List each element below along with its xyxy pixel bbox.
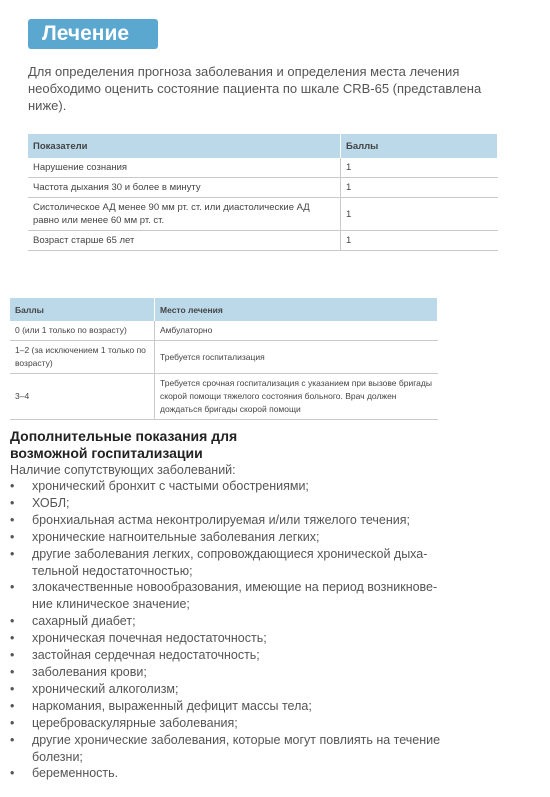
bullet-icon: • (10, 648, 15, 663)
list-item-text: хронический бронхит с частыми обострениями; (32, 479, 309, 493)
list-item-text: хронический алкоголизм; (32, 681, 179, 696)
list-item-text: бронхиальная астма неконтролируемая и/или тяжелого течения; (32, 512, 410, 527)
table-cell: Нарушение сознания (28, 158, 341, 178)
list-item (10, 613, 450, 630)
list-item (10, 647, 450, 664)
table-cell: 0 (или 1 только по возрасту) (10, 321, 155, 341)
list-item-text: хроническая почечная недостаточность; (32, 631, 267, 646)
table-cell: 1 (341, 198, 498, 231)
section-heading-badge (28, 19, 158, 49)
table-row (10, 321, 438, 341)
bullet-icon: • (10, 495, 15, 510)
list-item (10, 478, 450, 495)
list-item (10, 681, 450, 698)
bullet-icon: • (10, 580, 15, 595)
treatment-place-table (10, 298, 438, 420)
bullet-icon: • (10, 664, 15, 679)
table-cell: Амбулаторно (155, 321, 438, 341)
column-header: Место лечения (155, 298, 438, 321)
table-cell: 1–2 (за исключением 1 только по возрасту) (10, 341, 155, 374)
list-item-text: наркомания, выраженный дефицит массы тела; (32, 698, 312, 713)
bullet-icon: • (10, 614, 15, 629)
section-title: Дополнительные показания для возможной госпитализации (10, 428, 238, 461)
table-cell: Требуется госпитализация (155, 341, 438, 374)
list-item-text: застойная сердечная недостаточность; (32, 648, 260, 663)
bullet-icon: • (10, 698, 15, 713)
table-cell: Систолическое АД менее 90 мм рт. ст. или диастолические АД равно или менее 60 мм рт. ст. (28, 198, 341, 231)
list-item (10, 512, 450, 529)
column-header: Показатели (28, 134, 341, 158)
bullet-icon: • (10, 529, 15, 544)
bullet-icon: • (10, 479, 15, 493)
table-cell: Частота дыхания 30 и более в минуту (28, 178, 341, 198)
column-header: Баллы (10, 298, 155, 321)
table-header-row (10, 298, 438, 321)
table-header-row (28, 134, 498, 158)
list-item (10, 579, 450, 613)
list-item-text: другие хронические заболевания, которые могут повлиять на течение болезни; (32, 732, 441, 764)
table-cell: 1 (341, 231, 498, 251)
bullet-icon: • (10, 715, 15, 730)
list-item-text: заболевания крови; (32, 664, 147, 679)
table-row (28, 178, 498, 198)
intro-paragraph: Для определения прогноза заболевания и определения места лечения необходимо оценить состояние пациента по шкале CRB-65 (представлена ниже). (28, 64, 482, 113)
bullet-icon: • (10, 631, 15, 646)
crb65-criteria-table (28, 134, 498, 251)
list-item-text: злокачественные новообразования, имеющие на период возникнове-ние клиническое значение; (32, 580, 438, 612)
list-lead-text: Наличие сопутствующих заболеваний: (10, 463, 236, 477)
list-item (10, 630, 450, 647)
list-item (10, 529, 450, 546)
table-row (10, 374, 438, 420)
table-cell: Требуется срочная госпитализация с указанием при вызове бригады скорой помощи тяжелого состояния больного. Врач должен дождаться бригады скорой помощи (155, 374, 438, 420)
table-cell: Возраст старше 65 лет (28, 231, 341, 251)
list-item-text: цереброваскулярные заболевания; (32, 715, 238, 730)
list-item (10, 698, 450, 715)
bullet-icon: • (10, 732, 15, 747)
table-cell: 3–4 (10, 374, 155, 420)
list-item (10, 715, 450, 732)
column-header: Баллы (341, 134, 498, 158)
list-item-text: другие заболевания легких, сопровождающиеся хронической дыха-тельной недостаточностью; (32, 546, 428, 578)
table-row (10, 341, 438, 374)
list-item (10, 546, 450, 580)
list-item (10, 765, 450, 782)
section-heading: Лечение (42, 22, 130, 45)
table-row (28, 231, 498, 251)
comorbidities-list (10, 478, 450, 782)
table-row (28, 198, 498, 231)
table-cell: 1 (341, 178, 498, 198)
bullet-icon: • (10, 766, 15, 781)
list-item (10, 664, 450, 681)
table-row (28, 158, 498, 178)
list-item (10, 495, 450, 512)
list-item-text: хронические нагноительные заболевания легких; (32, 529, 320, 544)
list-item-text: ХОБЛ; (32, 495, 70, 510)
table-cell: 1 (341, 158, 498, 178)
bullet-icon: • (10, 546, 15, 561)
list-item-text: сахарный диабет; (32, 614, 136, 629)
list-item (10, 732, 450, 766)
bullet-icon: • (10, 681, 15, 696)
list-item-text: беременность. (32, 766, 119, 781)
bullet-icon: • (10, 512, 15, 527)
